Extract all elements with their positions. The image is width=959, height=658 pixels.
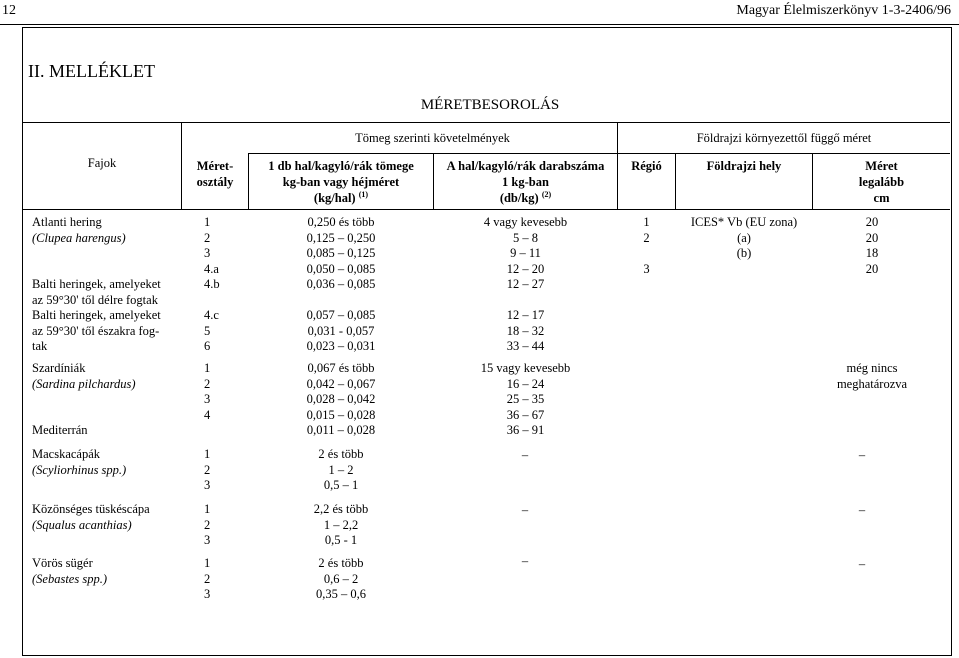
weight-value: 0,028 – 0,042 (306, 392, 376, 406)
group-rule (248, 153, 950, 154)
count-value: 12 – 20 (506, 261, 545, 276)
place-cell-hering (676, 215, 812, 262)
class-value: 1 (204, 447, 211, 461)
weight-value: 0,125 – 0,250 (306, 230, 376, 245)
size-value: 20 (865, 230, 879, 245)
table-title: MÉRETBESOROLÁS (420, 97, 560, 113)
weight-cell-tuskescapa (249, 502, 433, 549)
species-cell-szardiniak (32, 361, 136, 439)
weight-value: 0,023 – 0,031 (306, 339, 376, 353)
size-value: még nincs (846, 361, 898, 375)
species-line (32, 262, 161, 278)
class-value: 2 (204, 230, 211, 245)
size-dash-voros-suger: – (858, 557, 866, 571)
place-value: (b) (736, 246, 752, 260)
size-value: 20 (865, 215, 879, 229)
region-value (618, 246, 675, 262)
count-value: 15 vagy kevesebb (480, 361, 571, 375)
class-value: 3 (204, 246, 211, 260)
species-line: Macskacápák (32, 447, 101, 461)
region-value: 2 (643, 230, 650, 245)
count-value: 5 – 8 (513, 230, 538, 245)
species-line (32, 246, 161, 262)
species-line: Atlanti hering (32, 215, 102, 229)
species-line (32, 392, 136, 408)
class-value: 3 (204, 478, 211, 492)
class-cell-szardiniak (204, 361, 210, 439)
place-value: ICES* Vb (EU zona) (690, 215, 798, 229)
class-value: 3 (204, 587, 211, 601)
weight-value: 0,5 - 1 (324, 533, 358, 547)
count-value: 36 – 91 (506, 423, 545, 437)
count-value: 9 – 11 (510, 246, 541, 260)
table-top-rule (23, 122, 950, 123)
class-value: 4.b (204, 277, 220, 291)
header-rule (0, 24, 959, 25)
weight-value: 2 és több (318, 447, 364, 461)
size-value: meghatározva (836, 376, 908, 391)
header-geo-place: Földrajzi hely (706, 159, 782, 173)
header-geo-group: Földrajzi környezettől függő méret (696, 131, 872, 145)
header-meret-osztaly: Méret- osztály (196, 159, 234, 189)
weight-value: 1 – 2 (328, 462, 354, 477)
class-value: 1 (204, 502, 211, 516)
weight-value: 0,250 és több (307, 215, 375, 229)
species-latin: (Clupea harengus) (32, 230, 126, 245)
class-value: 3 (204, 533, 211, 547)
weight-value (249, 293, 433, 309)
class-value: 2 (204, 376, 211, 391)
weight-cell-szardiniak (249, 361, 433, 439)
place-value: (a) (737, 230, 751, 245)
count-cell-hering (434, 215, 617, 355)
weight-cell-macskacapak (249, 447, 433, 494)
count-dash-voros-suger: – (521, 554, 529, 568)
weight-value: 0,067 és több (307, 361, 375, 375)
weight-value: 2 és több (318, 556, 364, 570)
species-line: Vörös sügér (32, 556, 93, 570)
weight-value: 0,050 – 0,085 (306, 261, 376, 276)
class-value: 2 (204, 517, 211, 532)
species-latin: (Sebastes spp.) (32, 571, 107, 586)
species-cell-hering (32, 215, 161, 355)
species-latin: (Squalus acanthias) (32, 517, 132, 532)
weight-cell-hering (249, 215, 433, 355)
header-min-size: Méret legalább cm (858, 159, 905, 205)
weight-cell-voros-suger (249, 556, 433, 603)
class-cell-voros-suger (204, 556, 210, 603)
header-region: Régió (631, 159, 662, 173)
species-cell-macskacapak (32, 447, 126, 478)
weight-value: 0,35 – 0,6 (316, 587, 366, 601)
count-value: 12 – 27 (506, 277, 545, 291)
region-cell-hering (618, 215, 675, 277)
class-value: 2 (204, 571, 211, 586)
class-value: 5 (204, 323, 211, 338)
count-value: 16 – 24 (506, 376, 545, 391)
species-line: Közönséges tüskéscápa (32, 502, 150, 516)
size-cell-hering (813, 215, 931, 277)
class-value: 4 (204, 407, 211, 422)
species-line: Balti heringek, amelyeket (32, 277, 161, 291)
class-value (204, 293, 220, 309)
weight-value: 2,2 és több (313, 502, 369, 516)
species-line: az 59°30' től északra fog- (32, 323, 160, 338)
species-cell-voros-suger (32, 556, 107, 587)
count-value: 25 – 35 (506, 392, 545, 406)
weight-value: 0,015 – 0,028 (306, 407, 376, 422)
class-value: 6 (204, 339, 211, 353)
size-value: 20 (865, 261, 879, 276)
class-value (204, 423, 210, 439)
size-dash-tuskescapa: – (858, 503, 866, 517)
class-value: 4.a (204, 261, 219, 276)
weight-value: 0,031 - 0,057 (307, 323, 375, 338)
weight-value: 0,6 – 2 (323, 571, 359, 586)
weight-value: 0,057 – 0,085 (306, 308, 376, 322)
size-dash-macskacapak: – (858, 448, 866, 462)
species-line: Balti heringek, amelyeket (32, 308, 161, 322)
count-value: 4 vagy kevesebb (483, 215, 568, 229)
species-cell-tuskescapa (32, 502, 150, 533)
header-fajok: Fajok (87, 156, 117, 170)
header-bottom-rule (23, 209, 950, 210)
count-value: 18 – 32 (506, 323, 545, 338)
class-cell-tuskescapa (204, 502, 210, 549)
class-value: 1 (204, 361, 211, 375)
species-line (32, 408, 136, 424)
region-value: 1 (643, 215, 650, 229)
region-value: 3 (643, 261, 650, 276)
count-value: 36 – 67 (506, 407, 545, 422)
count-value: 12 – 17 (506, 308, 545, 322)
class-value: 2 (204, 462, 211, 477)
weight-value: 0,036 – 0,085 (306, 277, 376, 291)
species-line: Szardíniák (32, 361, 86, 375)
size-cell-szardiniak (813, 361, 931, 392)
species-line: tak (32, 339, 48, 353)
weight-value: 1 – 2,2 (323, 517, 359, 532)
class-value: 1 (204, 556, 211, 570)
page-number: 12 (2, 3, 16, 18)
class-value: 1 (204, 215, 211, 229)
count-dash-macskacapak: – (521, 448, 529, 462)
count-value (434, 293, 617, 309)
count-value: 33 – 44 (506, 339, 545, 353)
species-latin: (Scyliorhinus spp.) (32, 462, 127, 477)
header-weight-col: 1 db hal/kagyló/rák tömege kg-ban vagy héjméret (kg/hal) $^{(1)}$ (268, 159, 414, 205)
header-count-col: A hal/kagyló/rák darabszáma 1 kg-ban (db/kg) $^{(2)}$ (446, 159, 605, 205)
species-line: az 59°30' től délre fogtak (32, 292, 158, 307)
annex-title: II. MELLÉKLET (28, 61, 155, 81)
class-cell-hering (204, 215, 220, 355)
class-value: 4.c (204, 308, 219, 322)
species-line: Mediterrán (32, 423, 88, 437)
weight-value: 0,042 – 0,067 (306, 376, 376, 391)
class-cell-macskacapak (204, 447, 210, 494)
count-cell-szardiniak (434, 361, 617, 439)
count-dash-tuskescapa: – (521, 503, 529, 517)
weight-value: 0,5 – 1 (323, 478, 359, 492)
class-value: 3 (204, 392, 211, 406)
journal-reference: Magyar Élelmiszerkönyv 1-3-2406/96 (736, 3, 951, 18)
species-latin: (Sardina pilchardus) (32, 376, 136, 391)
weight-value: 0,085 – 0,125 (306, 246, 376, 260)
weight-value: 0,011 – 0,028 (306, 423, 376, 437)
header-weight-group: Tömeg szerinti követelmények (355, 131, 510, 145)
size-value: 18 (865, 246, 879, 260)
